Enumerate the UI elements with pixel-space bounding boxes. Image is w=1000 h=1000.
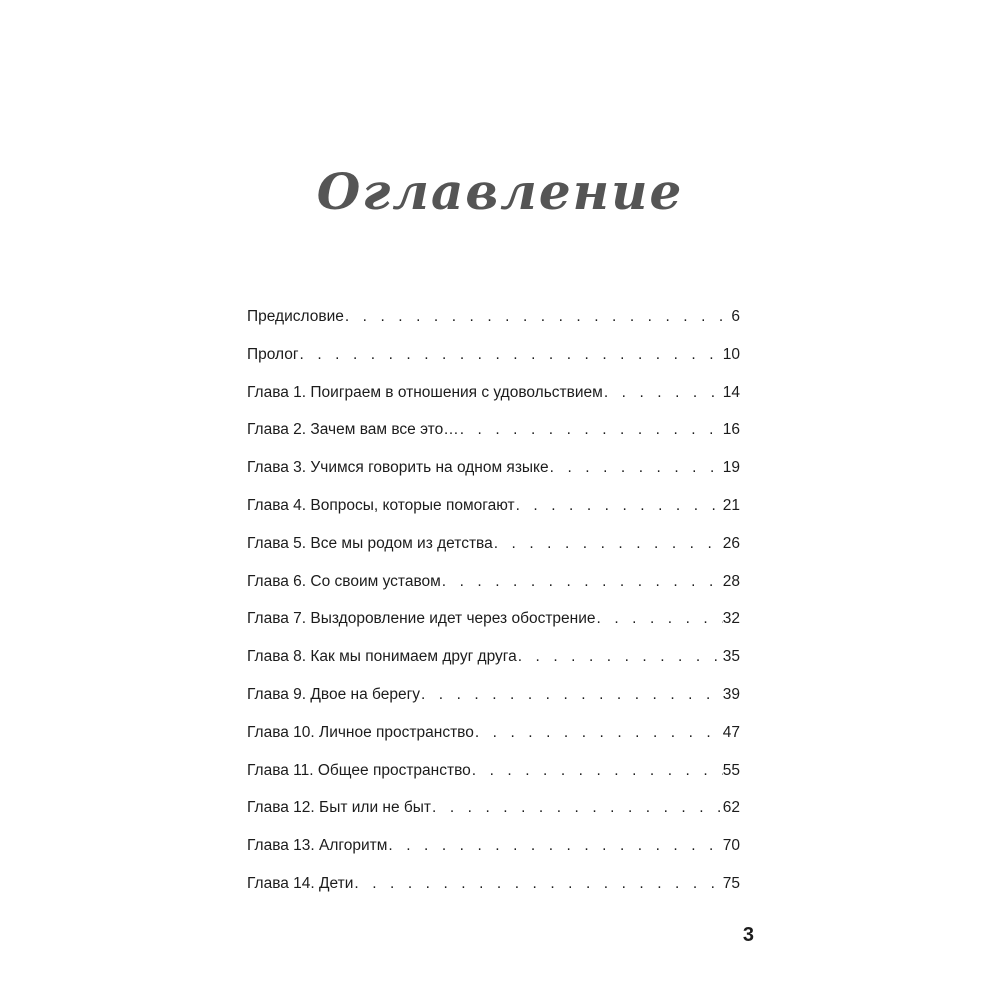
toc-entry-label: Глава 4. Вопросы, которые помогают xyxy=(247,496,515,514)
toc-entry-page: 19 xyxy=(722,459,740,477)
toc-entry-label: Глава 7. Выздоровление идет через обострение xyxy=(247,610,596,628)
toc-entry-label: Глава 2. Зачем вам все это… xyxy=(247,421,459,439)
toc-entry xyxy=(247,762,740,800)
toc-entry xyxy=(247,724,740,762)
toc-entry-page: 47 xyxy=(722,723,740,741)
toc-entry xyxy=(247,837,740,875)
toc-entry-label: Глава 10. Личное пространство xyxy=(247,723,474,741)
toc-entry-page: 21 xyxy=(722,496,740,514)
toc-entry-page: 32 xyxy=(722,610,740,628)
toc-entry-page: 75 xyxy=(722,874,740,892)
dot-leader xyxy=(549,459,723,477)
toc-entry xyxy=(247,421,740,459)
toc-entry-label: Глава 3. Учимся говорить на одном языке xyxy=(247,459,549,477)
toc-entry-label: Глава 8. Как мы понимаем друг друга xyxy=(247,648,517,666)
dot-leader xyxy=(596,610,723,628)
dot-leader xyxy=(471,762,723,780)
toc-entry xyxy=(247,308,740,346)
table-of-contents xyxy=(247,308,740,913)
toc-entry-page: 62 xyxy=(722,799,740,817)
toc-entry xyxy=(247,573,740,611)
toc-entry-label: Предисловие xyxy=(247,308,344,325)
toc-entry-page: 10 xyxy=(722,345,740,363)
dot-leader xyxy=(353,875,722,893)
toc-entry-page: 14 xyxy=(722,383,740,401)
toc-entry xyxy=(247,459,740,497)
toc-entry-label: Пролог xyxy=(247,345,299,363)
dot-leader xyxy=(441,573,723,591)
dot-leader xyxy=(420,686,723,704)
toc-entry-label: Глава 11. Общее пространство xyxy=(247,761,471,779)
toc-entry-label: Глава 13. Алгоритм xyxy=(247,837,388,855)
dot-leader xyxy=(493,535,723,553)
toc-entry xyxy=(247,346,740,384)
page-title: Оглавление xyxy=(316,161,684,221)
toc-entry xyxy=(247,648,740,686)
toc-entry-label: Глава 14. Дети xyxy=(247,874,354,892)
dot-leader xyxy=(299,346,723,364)
page-number: 3 xyxy=(742,924,754,946)
toc-entry-page: 26 xyxy=(722,534,740,552)
toc-entry-page: 70 xyxy=(722,837,740,855)
toc-entry-label: Глава 6. Со своим уставом xyxy=(247,572,441,590)
toc-entry-label: Глава 12. Быт или не быт xyxy=(247,799,432,817)
toc-entry-label: Глава 9. Двое на берегу xyxy=(247,685,420,703)
toc-entry xyxy=(247,535,740,573)
toc-entry-page: 6 xyxy=(731,308,740,325)
toc-entry xyxy=(247,686,740,724)
toc-entry-page: 35 xyxy=(722,648,740,666)
toc-entry xyxy=(247,384,740,422)
dot-leader xyxy=(431,799,723,817)
toc-entry xyxy=(247,610,740,648)
dot-leader xyxy=(603,384,723,402)
toc-entry-page: 16 xyxy=(722,421,740,439)
dot-leader xyxy=(474,724,723,742)
dot-leader xyxy=(515,497,723,515)
toc-entry-label: Глава 5. Все мы родом из детства xyxy=(247,534,493,552)
toc-entry-page: 28 xyxy=(722,572,740,590)
toc-entry xyxy=(247,799,740,837)
toc-entry xyxy=(247,875,740,913)
toc-entry-label: Глава 1. Поиграем в отношения с удовольствием xyxy=(247,383,603,401)
toc-entry-page: 55 xyxy=(722,761,740,779)
toc-entry xyxy=(247,497,740,535)
dot-leader xyxy=(344,308,732,326)
dot-leader xyxy=(387,837,722,855)
dot-leader xyxy=(459,421,723,439)
dot-leader xyxy=(517,648,723,666)
toc-entry-page: 39 xyxy=(722,685,740,703)
